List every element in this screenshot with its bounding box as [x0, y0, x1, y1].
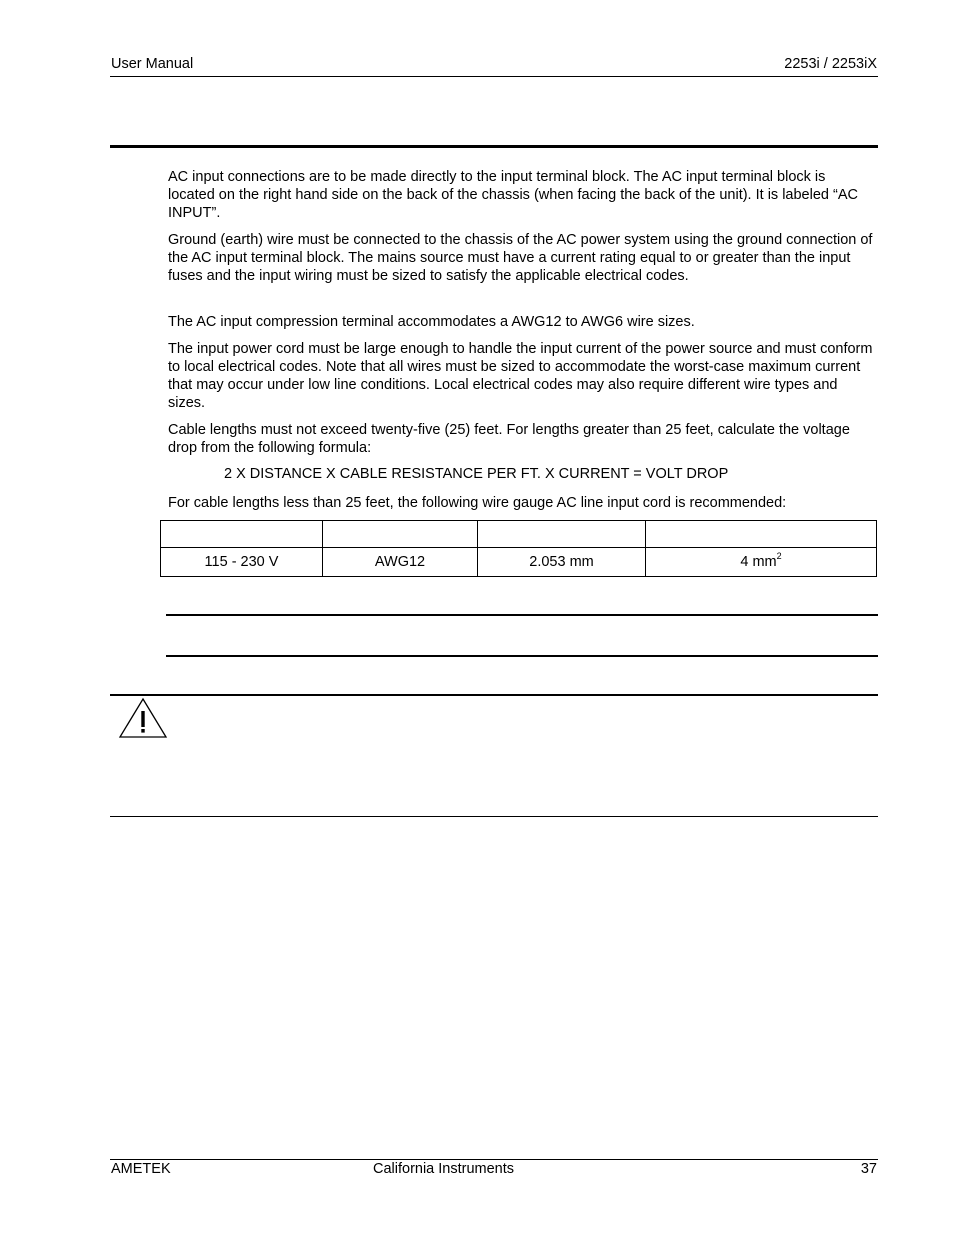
header-left: User Manual [111, 56, 194, 72]
table-header-cell [646, 521, 877, 548]
warning-rule-bottom [110, 816, 878, 817]
paragraph-ground: Ground (earth) wire must be connected to the chassis of the AC power system using the ground connection of the AC input terminal block. The mains source must have a current rating equal to or greater than the input fuses and the input wiring must be sized to satisfy the applicable electrical codes. [168, 232, 873, 284]
table-cell-voltage: 115 - 230 V [161, 548, 323, 577]
table-cell-gauge: AWG12 [323, 548, 478, 577]
subsection-rule-top [166, 614, 878, 616]
footer-center: California Instruments [373, 1161, 515, 1177]
area-value: 4 mm [740, 554, 777, 570]
footer-left: AMETEK [111, 1161, 171, 1177]
table-header-cell [323, 521, 478, 548]
formula: 2 X DISTANCE X CABLE RESISTANCE PER FT. X CURRENT = VOLT DROP [224, 466, 729, 482]
warning-rule-top [110, 694, 878, 696]
header-rule [110, 76, 878, 77]
table-header-cell [161, 521, 323, 548]
paragraph-power-cord: The input power cord must be large enough to handle the input current of the power source and must conform to local electrical codes. Note that all wires must be sized to accommodate the worst-case maximum current that may occur under low line conditions. Local electrical codes may also require different wire types and sizes. [168, 341, 873, 411]
subsection-rule-bottom [166, 655, 878, 657]
table-cell-diameter: 2.053 mm [478, 548, 646, 577]
area-superscript: 2 [776, 551, 782, 561]
paragraph-ac-input: AC input connections are to be made directly to the input terminal block. The AC input terminal block is located on the right hand side on the back of the chassis (when facing the back of the unit). It is labeled “AC INPUT”. [168, 169, 858, 221]
page-number: 37 [860, 1161, 877, 1177]
wire-gauge-table [160, 520, 877, 577]
paragraph-cable-length: Cable lengths must not exceed twenty-five (25) feet. For lengths greater than 25 feet, calculate the voltage drop from the following formula: [168, 422, 850, 456]
table-cell-area [646, 548, 877, 577]
table-row [161, 548, 877, 577]
table-header-row [161, 521, 877, 548]
warning-triangle-icon [118, 697, 168, 739]
header-right: 2253i / 2253iX [784, 56, 877, 72]
table-intro: For cable lengths less than 25 feet, the following wire gauge AC line input cord is recommended: [168, 495, 787, 511]
paragraph-compression-terminal: The AC input compression terminal accommodates a AWG12 to AWG6 wire sizes. [168, 314, 695, 330]
table-header-cell [478, 521, 646, 548]
section-rule [110, 145, 878, 148]
footer-rule [110, 1159, 878, 1160]
